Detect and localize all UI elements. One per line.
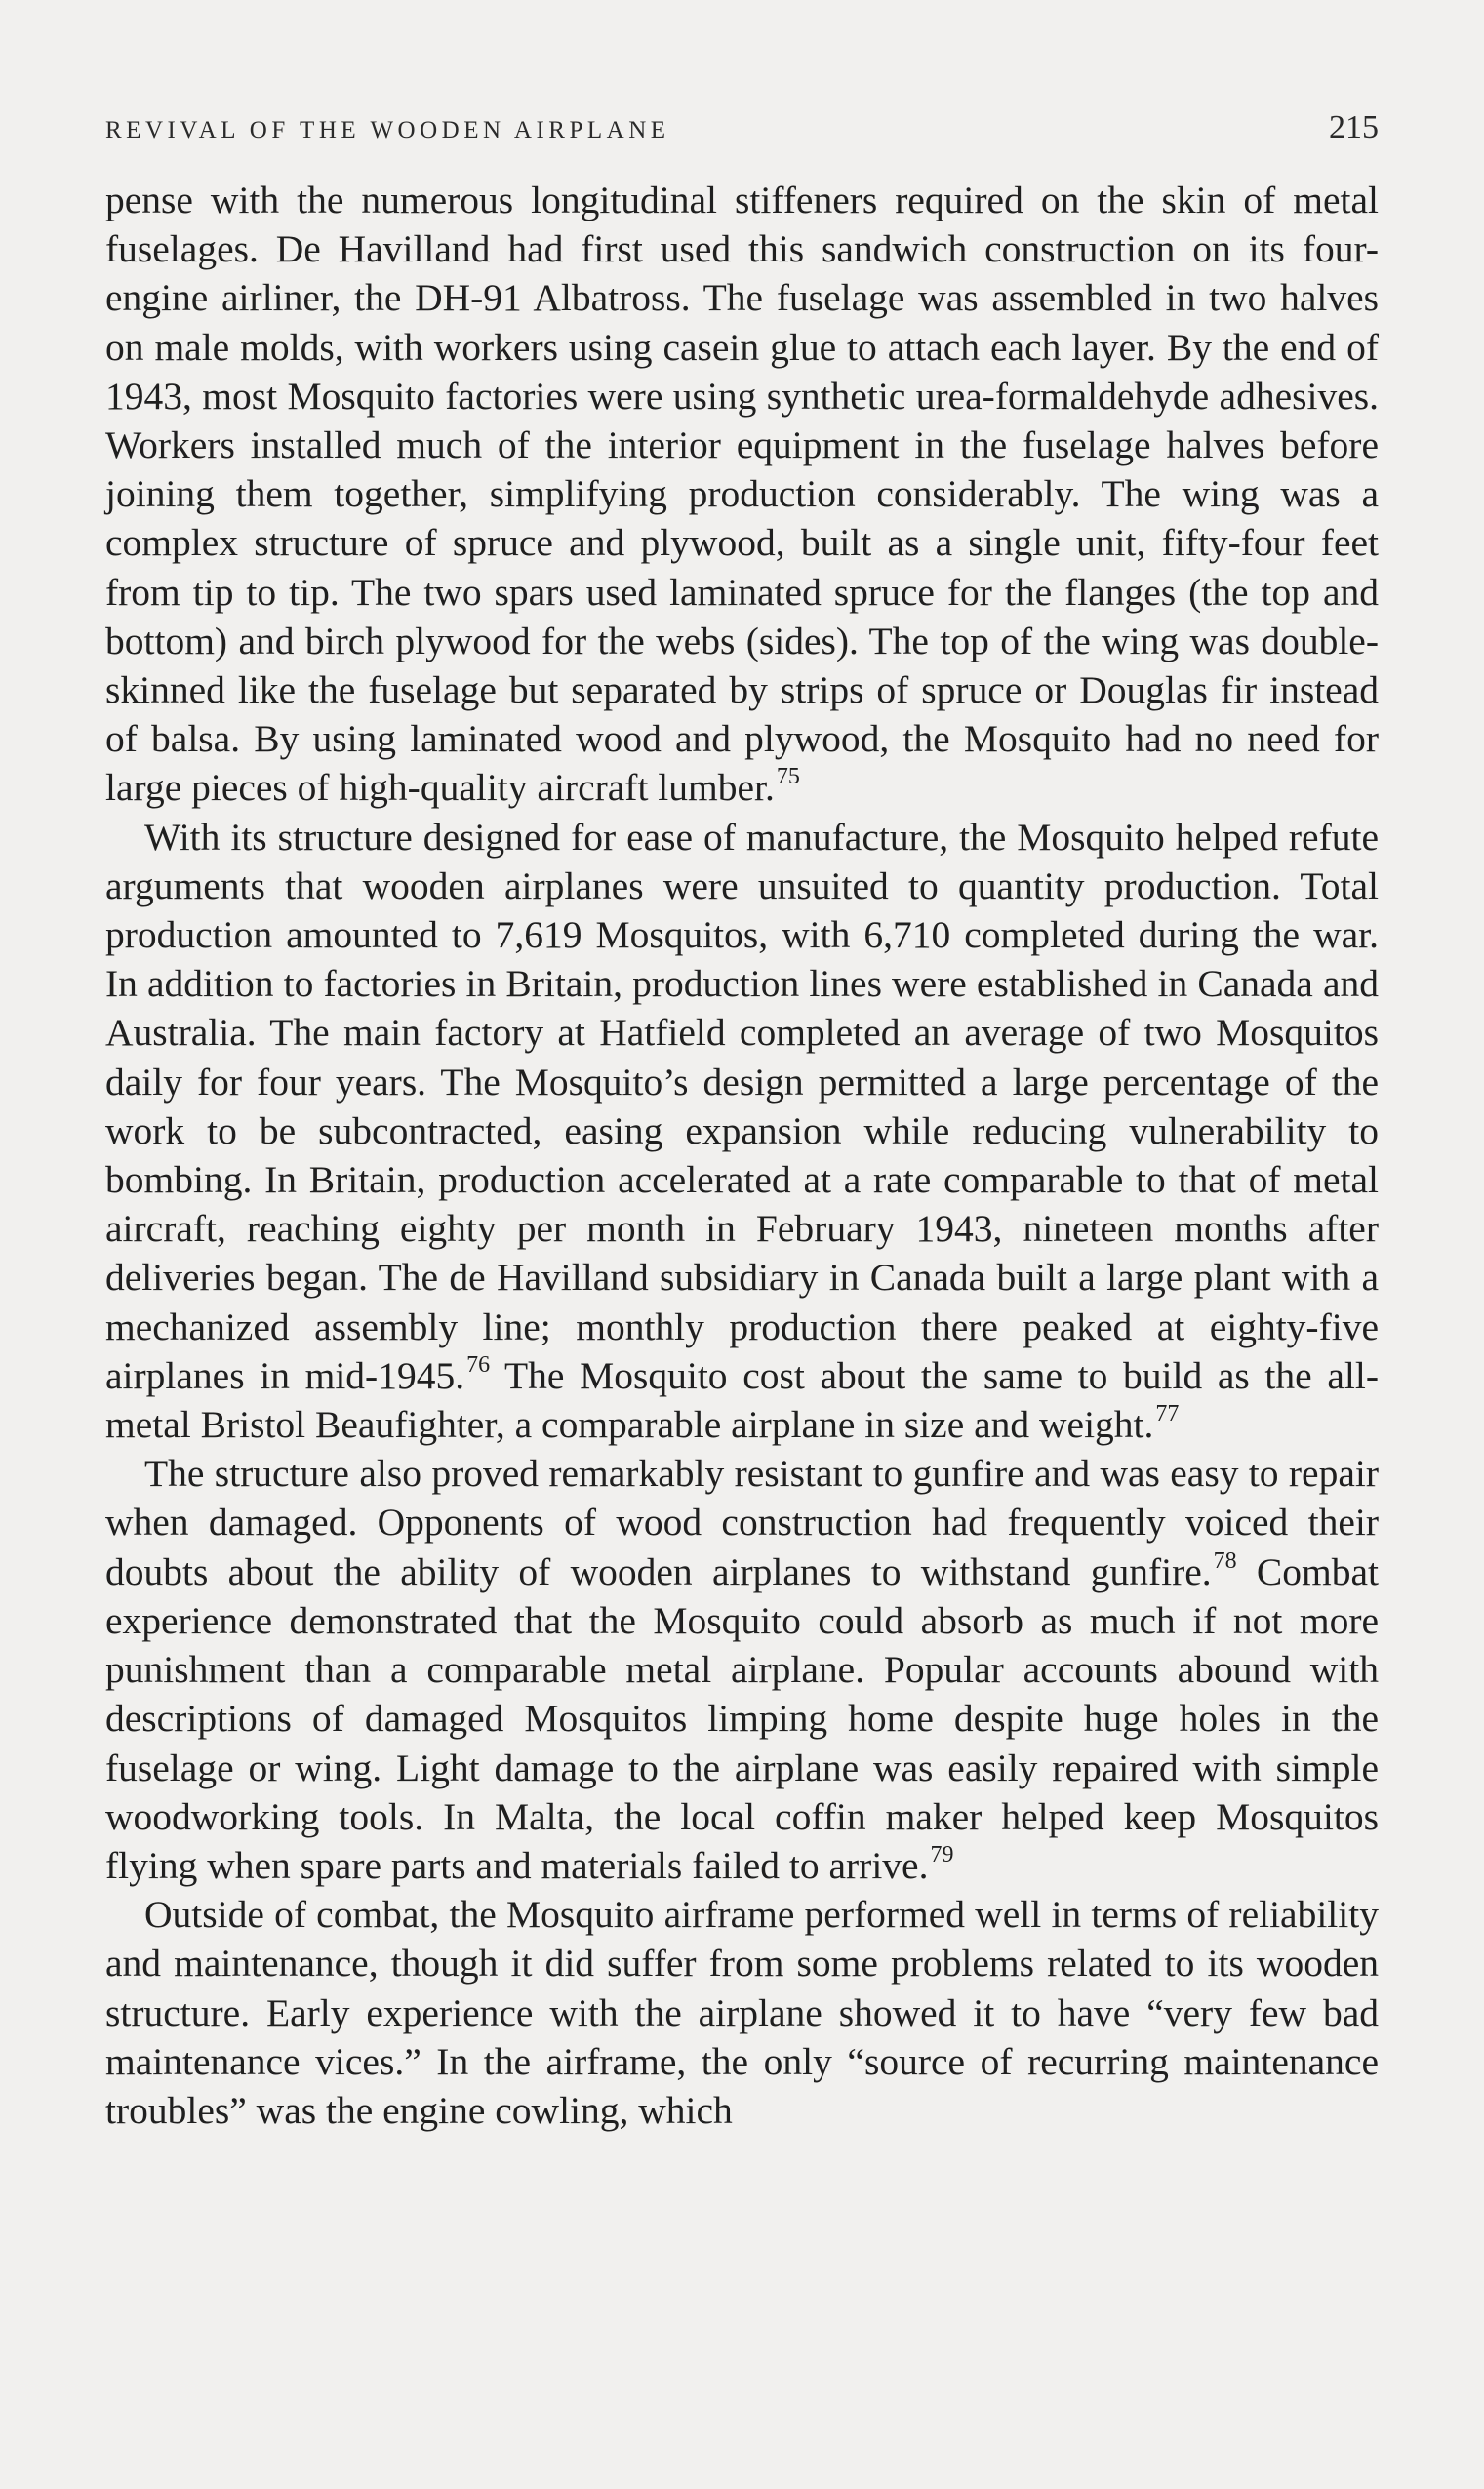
- running-title: REVIVAL OF THE WOODEN AIRPLANE: [105, 117, 670, 143]
- paragraph-text: Combat experience demonstrated that the Mosquito could absorb as much if not more punishment than a comparable metal airplane. Popular accounts abound with descriptions of damaged Mosquitos limping home despite huge holes in the fuselage or wing. Light damage to the airplane was easily repaired with simple woodworking tools. In Malta, the local coffin maker helped keep Mosquitos flying when spare parts and materials failed to arrive.: [105, 1549, 1380, 1887]
- paragraph-text: With its structure designed for ease of manufacture, the Mosquito helped refute arguments that wooden airplanes were unsuited to quantity production. Total production amounted to 7,619 Mosquitos, with 6,710 completed during the war. In addition to factories in Britain, production lines were established in Canada and Australia. The main factory at Hatfield completed an average of two Mosquitos daily for four years. The Mosquito’s design permitted a large percentage of the work to be subcontracted, easing expansion while reducing vulnerability to bombing. In Britain, production accelerated at a rate comparable to that of metal aircraft, reaching eighty per month in February 1943, nineteen months after deliveries began. The de Havilland subsidiary in Canada built a large plant with a mechanized assembly line; monthly production there peaked at eighty-five airplanes in mid-1945.: [105, 815, 1379, 1397]
- footnote-ref-76: 76: [466, 1351, 491, 1378]
- body-text: [105, 176, 1379, 2135]
- footnote-ref-78: 78: [1213, 1547, 1237, 1574]
- footnote-ref-79: 79: [930, 1841, 954, 1867]
- running-head: [105, 109, 1379, 158]
- paragraph-text: Outside of combat, the Mosquito airframe performed well in terms of reliability and maintenance, though it did suffer from some problems related to its wooden structure. Early experience with the airplane showed it to have “very few bad maintenance vices.” In the airframe, the only “source of recurring maintenance troubles” was the engine cowling, which: [105, 1893, 1379, 2132]
- paragraph-4: [105, 1890, 1379, 2135]
- paragraph-3: [105, 1449, 1379, 1890]
- paragraph-text: The structure also proved remarkably resistant to gunfire and was easy to repair when damaged. Opponents of wood construction had frequently voiced their doubts about the ability of wooden airplanes to withstand gunfire.: [105, 1452, 1379, 1593]
- footnote-ref-77: 77: [1155, 1401, 1180, 1427]
- page-number: 215: [1329, 109, 1379, 145]
- paragraph-text: The Mosquito cost about the same to build as the all-metal Bristol Beaufighter, a comparable airplane in size and weight.: [105, 1353, 1379, 1447]
- paragraph-text: pense with the numerous longitudinal stiffeners required on the skin of metal fuselages. De Havilland had first used this sandwich construction on its four-engine airliner, the DH-91 Albatross. The fuselage was assembled in two halves on male molds, with workers using casein glue to attach each layer. By the end of 1943, most Mosquito factories were using synthetic urea-formaldehyde adhesives. Workers installed much of the interior equipment in the fuselage halves before joining them together, simplifying production considerably. The wing was a complex structure of spruce and plywood, built as a single unit, fifty-four feet from tip to tip. The two spars used laminated spruce for the flanges (the top and bottom) and birch plywood for the webs (sides). The top of the wing was double-skinned like the fuselage but separated by strips of spruce or Douglas fir instead of balsa. By using laminated wood and plywood, the Mosquito had no need for large pieces of high-quality aircraft lumber.: [105, 179, 1379, 810]
- footnote-ref-75: 75: [776, 764, 800, 790]
- paragraph-2: [105, 813, 1379, 1450]
- paragraph-1: [105, 176, 1379, 813]
